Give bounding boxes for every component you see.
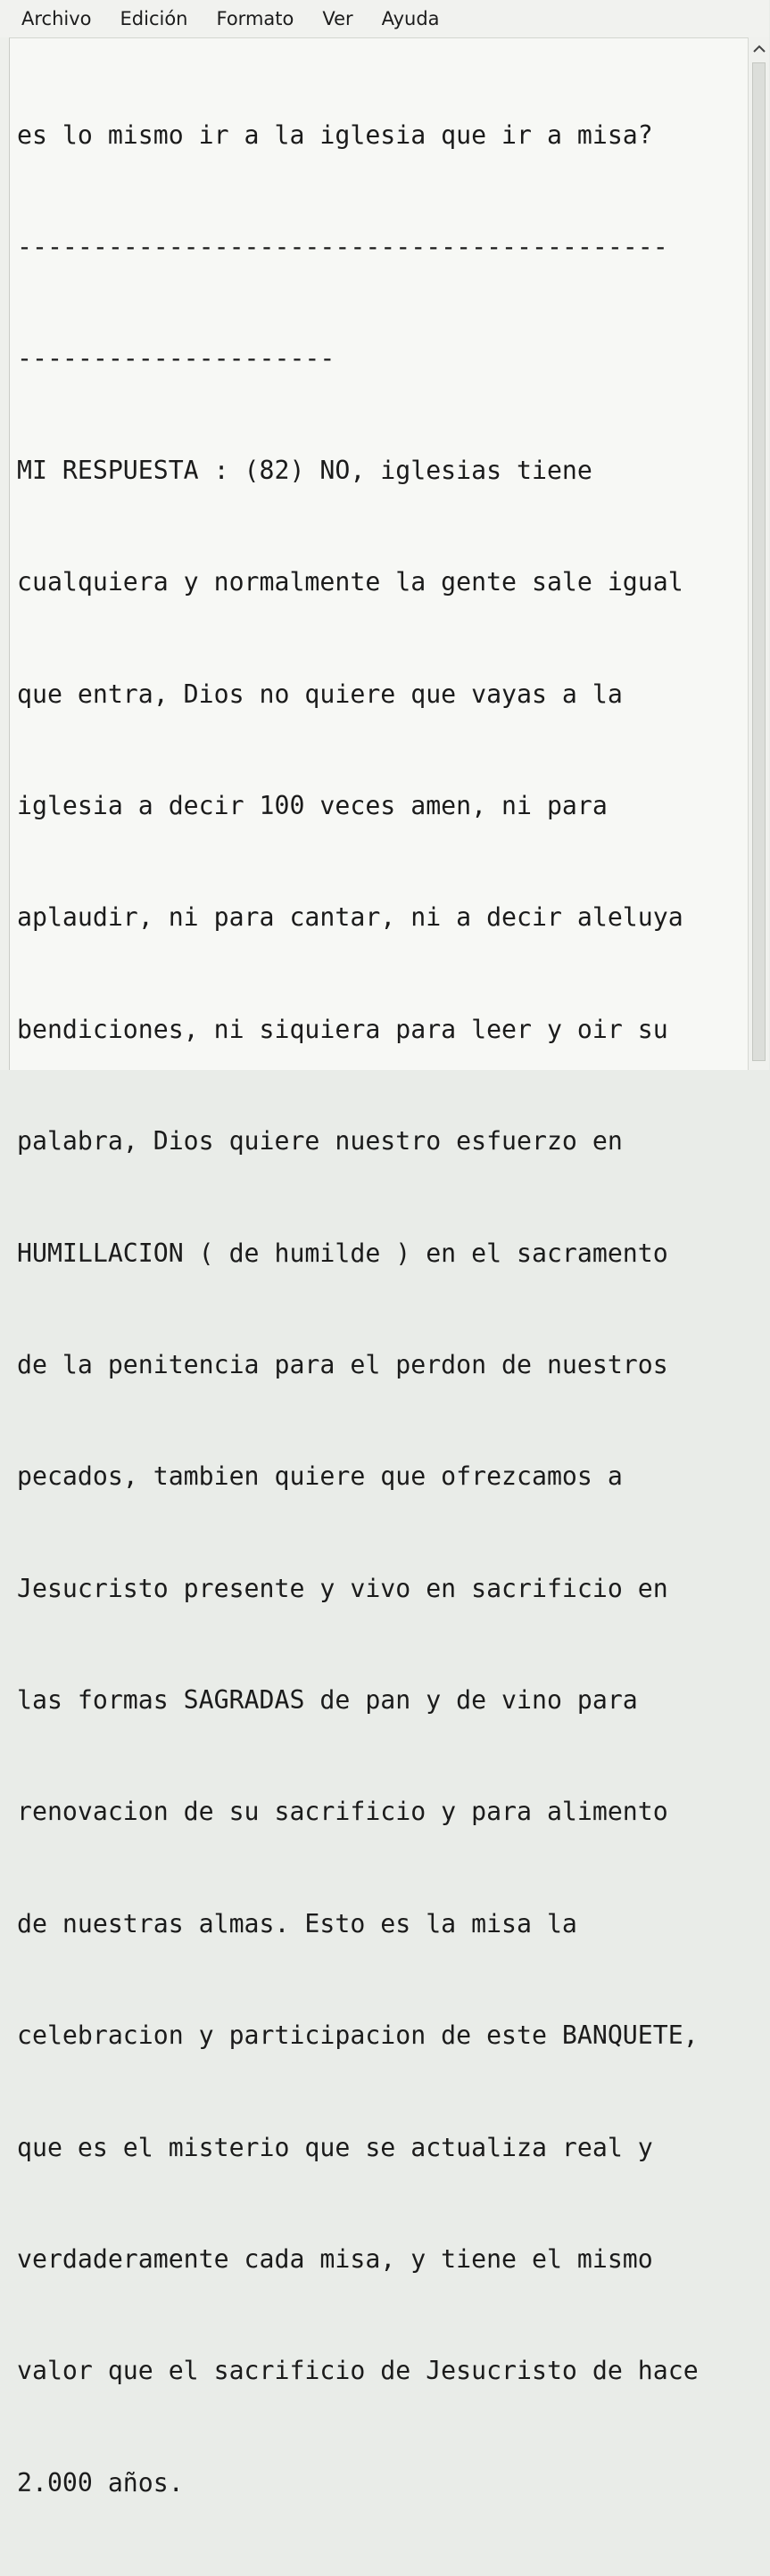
text-line: aplaudir, ni para cantar, ni a decir aleluya [17,902,683,933]
text-line: de nuestras almas. Esto es la misa la [17,1908,577,1938]
vertical-scrollbar[interactable] [748,37,769,1070]
text-line: HUMILLACION ( de humilde ) en el sacramento [17,1238,668,1268]
scroll-thumb[interactable] [752,62,766,1061]
menu-ver[interactable]: Ver [322,8,353,29]
menu-bar [0,0,769,37]
text-line: renovacion de su sacrificio y para alimento [17,1797,668,1827]
text-line: las formas SAGRADAS de pan y de vino para [17,1685,638,1716]
menu-edicion[interactable]: Edición [120,8,188,29]
scroll-up-button[interactable] [749,37,770,61]
text-line: celebracion y participacion de este BANQUETE, [17,2020,699,2051]
text-line: 2.000 años. [17,2467,184,2498]
text-line: de la penitencia para el perdon de nuestros [17,1349,668,1379]
document-text[interactable] [17,42,748,2576]
menu-ayuda[interactable]: Ayuda [381,8,440,29]
text-line: bendiciones, ni siquiera para leer y oir su [17,1014,668,1044]
text-line: palabra, Dios quiere nuestro esfuerzo en [17,1126,623,1156]
text-line: pecados, tambien quiere que ofrezcamos a [17,1461,623,1492]
text-editor-area[interactable] [9,37,748,2498]
text-line: que entra, Dios no quiere que vayas a la [17,679,623,709]
text-line: Jesucristo presente y vivo en sacrificio en [17,1573,668,1603]
chevron-up-icon [753,45,766,53]
text-line: cualquiera y normalmente la gente sale igual [17,567,683,597]
text-line: ------------------------------------------- [17,231,668,261]
menu-formato[interactable]: Formato [216,8,294,29]
text-line: MI RESPUESTA : (82) NO, iglesias tiene [17,455,592,485]
text-line: iglesia a decir 100 veces amen, ni para [17,790,608,820]
text-line: --------------------- [17,343,335,374]
text-line: verdaderamente cada misa, y tiene el mismo [17,2244,653,2275]
text-line: valor que el sacrificio de Jesucristo de hace [17,2356,699,2386]
text-line: es lo mismo ir a la iglesia que ir a misa? [17,119,653,150]
menu-archivo[interactable]: Archivo [21,8,92,29]
text-line: que es el misterio que se actualiza real y [17,2132,653,2162]
